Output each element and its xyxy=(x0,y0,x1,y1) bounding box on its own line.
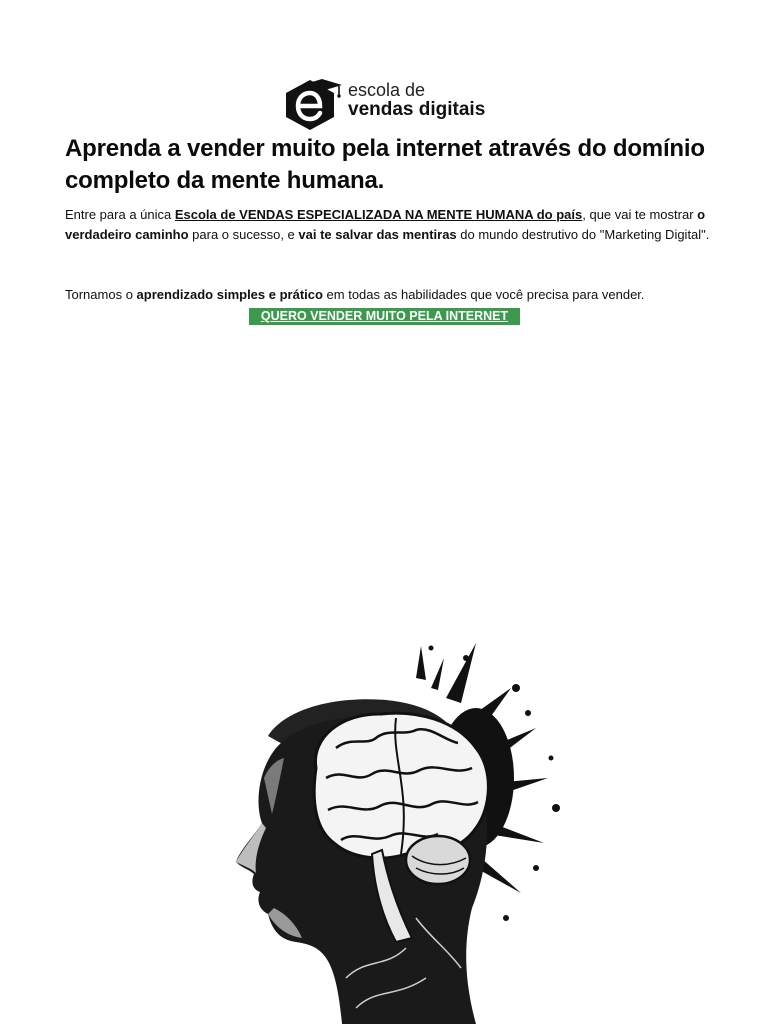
intro-text-2: , que vai te mostrar xyxy=(582,207,698,222)
logo-wordmark xyxy=(348,81,485,119)
intro-emphasis-school: Escola de VENDAS ESPECIALIZADA NA MENTE HUMANA do país xyxy=(174,207,583,222)
cta-button[interactable]: QUERO VENDER MUITO PELA INTERNET xyxy=(249,308,520,325)
head-brain-illustration xyxy=(176,618,596,1024)
logo-line-1: escola de xyxy=(348,80,426,100)
learning-text-1: Tornamos o xyxy=(65,287,137,302)
learning-text-2: em todas as habilidades que você precisa para vender. xyxy=(322,287,645,302)
intro-text-1: Entre para a única xyxy=(65,207,175,222)
intro-text-3: para o sucesso, e xyxy=(188,226,299,242)
logo-line-2: vendas digitais xyxy=(348,99,486,120)
intro-paragraph xyxy=(65,205,715,244)
intro-emphasis-lies: vai te salvar das mentiras xyxy=(298,226,457,242)
intro-emphasis-path: o verdadeiro caminho xyxy=(65,207,706,242)
brand-logo xyxy=(282,76,492,132)
page-headline: Aprenda a vender muito pela internet através do domínio completo da mente humana. xyxy=(65,135,705,194)
learning-emphasis: aprendizado simples e prático xyxy=(136,287,323,302)
intro-text-4: do mundo destrutivo do "Marketing Digital". xyxy=(456,226,710,242)
learning-paragraph xyxy=(65,285,715,305)
graduation-hexagon-logo-icon xyxy=(282,76,344,132)
